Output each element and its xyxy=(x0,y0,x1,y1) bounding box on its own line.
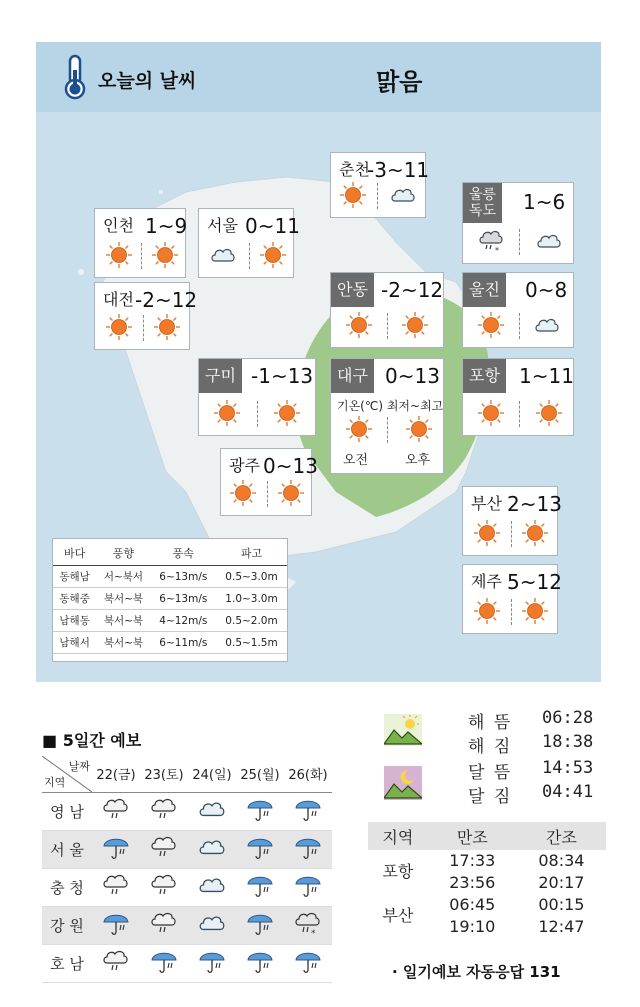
sea-header: 풍속 xyxy=(151,539,216,566)
sea-cell: 동해남 xyxy=(53,566,96,588)
forecast-cell xyxy=(140,868,188,906)
tide-time: 06:45 xyxy=(449,895,496,914)
cloud-icon xyxy=(197,870,227,900)
sea-header: 파고 xyxy=(216,539,287,566)
sun-icon xyxy=(259,241,287,269)
city-temp: -1~13 xyxy=(251,364,314,388)
forecast-cell xyxy=(236,830,284,868)
city-chuncheon xyxy=(330,152,430,218)
city-daejeon xyxy=(94,282,198,350)
tide-high xyxy=(428,894,517,938)
sun-icon xyxy=(229,479,257,507)
region-name: 호 남 xyxy=(42,944,92,982)
tide-header: 지역 xyxy=(368,822,428,850)
tide-header: 간조 xyxy=(517,822,606,850)
forecast-cell xyxy=(236,792,284,830)
forecast-cell xyxy=(188,944,236,982)
table-row xyxy=(368,894,606,938)
tide-time: 00:15 xyxy=(538,895,585,914)
umbrella-icon xyxy=(293,794,323,824)
city-temp: -3~11 xyxy=(367,158,430,182)
umbrella-icon xyxy=(245,794,275,824)
city-name: 제주 xyxy=(471,572,502,591)
region-name: 영 남 xyxy=(42,792,92,830)
city-andong xyxy=(330,272,444,348)
am-label: 오전 xyxy=(343,453,369,468)
moonrise-mountain-icon xyxy=(384,766,422,800)
cloud-rain-icon xyxy=(101,870,131,900)
sea-cell: 북서~북 xyxy=(96,610,150,632)
tide-header: 만조 xyxy=(428,822,517,850)
city-temp: 5~12 xyxy=(507,570,562,594)
header-condition: 맑음 xyxy=(376,68,423,96)
cloud-icon xyxy=(209,241,237,269)
sea-header: 풍향 xyxy=(96,539,150,566)
moonrise-time: 14:53 xyxy=(542,758,594,778)
city-name: 대구 xyxy=(331,359,374,393)
moonset-label: 달 짐 xyxy=(468,787,513,807)
forecast-cell xyxy=(140,944,188,982)
sea-cell: 6~11m/s xyxy=(151,632,216,654)
sunrise-mountain-icon xyxy=(384,714,422,746)
table-row xyxy=(42,830,332,868)
sun-icon xyxy=(277,479,305,507)
day-header: 23(토) xyxy=(140,756,188,792)
sun-icon xyxy=(401,311,429,339)
table-row xyxy=(53,610,287,632)
city-name: 울진 xyxy=(463,273,506,307)
sun-icon xyxy=(345,415,373,443)
temp-legend-caption: 기온(℃) 최저~최고 xyxy=(337,399,444,413)
corner-cell xyxy=(42,756,92,792)
day-header: 26(화) xyxy=(284,756,332,792)
cloud-rain-icon xyxy=(149,908,179,938)
forecast-cell xyxy=(140,906,188,944)
forecast-cell xyxy=(236,944,284,982)
tide-low xyxy=(517,850,606,894)
sea-cell: 남해서 xyxy=(53,632,96,654)
cloud-rain-icon xyxy=(101,946,131,976)
tide-time: 20:17 xyxy=(538,873,585,892)
table-row xyxy=(42,944,332,982)
sun-icon xyxy=(345,311,373,339)
umbrella-icon xyxy=(245,946,275,976)
umbrella-icon xyxy=(293,946,323,976)
city-temp: 1~9 xyxy=(145,214,188,238)
sea-header: 바다 xyxy=(53,539,96,566)
header-title: 오늘의 날씨 xyxy=(98,70,197,92)
umbrella-icon xyxy=(101,832,131,862)
sea-cell: 0.5~3.0m xyxy=(216,566,287,588)
sun-icon xyxy=(105,241,133,269)
tide-time: 12:47 xyxy=(538,917,585,936)
forecast-cell xyxy=(284,792,332,830)
city-temp: -2~12 xyxy=(135,288,198,312)
city-name: 대전 xyxy=(103,290,134,309)
cloud-rain-icon xyxy=(149,870,179,900)
city-uljin xyxy=(462,272,574,348)
city-pohang xyxy=(462,358,574,436)
sun-icon xyxy=(153,313,181,341)
table-row xyxy=(53,566,287,588)
sea-conditions-table xyxy=(52,538,288,662)
umbrella-icon xyxy=(245,908,275,938)
city-temp: 0~13 xyxy=(385,364,440,388)
sea-cell: 1.0~3.0m xyxy=(216,588,287,610)
forecast-cell xyxy=(188,906,236,944)
cloud-icon xyxy=(389,181,417,209)
forecast-title-text: 5일간 예보 xyxy=(62,731,142,750)
sunset-label: 해 짐 xyxy=(468,737,513,757)
thermometer-icon xyxy=(62,54,88,100)
city-temp: 1~11 xyxy=(519,364,574,388)
sea-cell: 6~13m/s xyxy=(151,588,216,610)
umbrella-icon xyxy=(197,946,227,976)
forecast-cell xyxy=(236,906,284,944)
sun-icon xyxy=(273,399,301,427)
map-header xyxy=(36,42,601,112)
forecast-title: ■ 5일간 예보 xyxy=(42,731,142,750)
sea-cell: 0.5~2.0m xyxy=(216,610,287,632)
tide-time: 19:10 xyxy=(449,917,496,936)
city-name: 포항 xyxy=(463,359,506,393)
forecast-cell xyxy=(188,830,236,868)
city-daegu xyxy=(330,358,444,474)
city-temp: 0~8 xyxy=(525,278,568,302)
cloud-icon xyxy=(197,908,227,938)
forecast-cell xyxy=(92,906,140,944)
city-jeju xyxy=(462,564,562,634)
city-temp: 1~6 xyxy=(523,190,566,214)
region-name: 서 울 xyxy=(42,830,92,868)
sea-cell: 남해동 xyxy=(53,610,96,632)
table-row xyxy=(42,792,332,830)
day-header: 24(일) xyxy=(188,756,236,792)
cloud-snow-icon xyxy=(293,908,323,938)
city-incheon xyxy=(94,208,186,278)
sun-moon-times xyxy=(378,708,608,818)
sunrise-label: 해 뜸 xyxy=(468,713,513,733)
tide-region: 포항 xyxy=(382,862,414,881)
day-header: 25(월) xyxy=(236,756,284,792)
sea-cell: 6~13m/s xyxy=(151,566,216,588)
sea-cell: 북서~북 xyxy=(96,632,150,654)
tide-low xyxy=(517,894,606,938)
city-temp: 0~13 xyxy=(263,454,318,478)
forecast-cell xyxy=(284,906,332,944)
moonrise-label: 달 뜸 xyxy=(468,763,513,783)
city-name: 춘천 xyxy=(339,160,370,179)
pm-label: 오후 xyxy=(405,453,431,468)
forecast-cell xyxy=(92,868,140,906)
city-temp: 2~13 xyxy=(507,492,562,516)
sun-icon xyxy=(535,399,563,427)
sun-icon xyxy=(339,181,367,209)
umbrella-icon xyxy=(293,870,323,900)
forecast-cell xyxy=(284,830,332,868)
sea-cell: 동해중 xyxy=(53,588,96,610)
tide-high xyxy=(428,850,517,894)
tide-time: 23:56 xyxy=(449,873,496,892)
forecast-cell xyxy=(284,868,332,906)
city-name: 구미 xyxy=(199,359,242,393)
sea-cell: 0.5~1.5m xyxy=(216,632,287,654)
region-name: 충 청 xyxy=(42,868,92,906)
cloud-icon xyxy=(197,832,227,862)
forecast-cell xyxy=(284,944,332,982)
umbrella-icon xyxy=(149,946,179,976)
cloud-icon xyxy=(197,794,227,824)
table-row xyxy=(53,632,287,654)
region-name: 강 원 xyxy=(42,906,92,944)
tide-time: 17:33 xyxy=(449,851,496,870)
city-seoul xyxy=(198,208,300,278)
forecast-cell xyxy=(140,792,188,830)
city-busan xyxy=(462,486,562,556)
forecast-table xyxy=(42,756,332,983)
sun-icon xyxy=(213,399,241,427)
cloud-icon xyxy=(533,311,561,339)
forecast-cell xyxy=(92,792,140,830)
city-gwangju xyxy=(220,448,318,516)
city-ulleung xyxy=(462,182,574,264)
umbrella-icon xyxy=(101,908,131,938)
umbrella-icon xyxy=(245,870,275,900)
tide-table xyxy=(368,822,606,938)
cloud-rain-icon xyxy=(149,832,179,862)
cloud-snow-icon xyxy=(477,227,505,255)
cloud-icon xyxy=(535,227,563,255)
city-gumi xyxy=(198,358,316,436)
moonset-time: 04:41 xyxy=(542,782,594,802)
footer-hotline: · 일기예보 자동응답 131 xyxy=(392,963,561,981)
forecast-cell xyxy=(188,868,236,906)
sea-cell: 북서~북 xyxy=(96,588,150,610)
sunrise-time: 06:28 xyxy=(542,708,594,728)
sun-icon xyxy=(477,311,505,339)
table-row xyxy=(53,588,287,610)
day-header: 22(금) xyxy=(92,756,140,792)
cloud-rain-icon xyxy=(101,794,131,824)
sun-icon xyxy=(521,597,549,625)
sun-icon xyxy=(105,313,133,341)
cloud-rain-icon xyxy=(149,794,179,824)
city-name: 부산 xyxy=(471,494,502,513)
city-name: 인천 xyxy=(103,216,134,235)
city-temp: 0~11 xyxy=(245,214,300,238)
forecast-cell xyxy=(140,830,188,868)
sun-icon xyxy=(473,597,501,625)
corner-top: 날짜 xyxy=(68,760,90,773)
sea-cell: 서~북서 xyxy=(96,566,150,588)
sun-icon xyxy=(405,415,433,443)
sun-icon xyxy=(473,519,501,547)
tide-region: 부산 xyxy=(382,906,414,925)
city-temp: -2~12 xyxy=(381,278,444,302)
umbrella-icon xyxy=(245,832,275,862)
city-name: 안동 xyxy=(331,273,374,307)
forecast-cell xyxy=(92,944,140,982)
city-name: 서울 xyxy=(207,216,238,235)
umbrella-icon xyxy=(293,832,323,862)
city-name: 울릉 독도 xyxy=(463,183,502,223)
sunset-time: 18:38 xyxy=(542,732,594,752)
forecast-cell xyxy=(92,830,140,868)
forecast-cell xyxy=(236,868,284,906)
table-row xyxy=(42,868,332,906)
forecast-cell xyxy=(188,792,236,830)
sea-cell: 4~12m/s xyxy=(151,610,216,632)
sun-icon xyxy=(477,399,505,427)
sun-icon xyxy=(151,241,179,269)
corner-bottom: 지역 xyxy=(44,775,66,789)
sun-icon xyxy=(521,519,549,547)
city-name: 광주 xyxy=(229,456,260,475)
tide-time: 08:34 xyxy=(538,851,585,870)
table-row xyxy=(368,850,606,894)
table-row xyxy=(42,906,332,944)
